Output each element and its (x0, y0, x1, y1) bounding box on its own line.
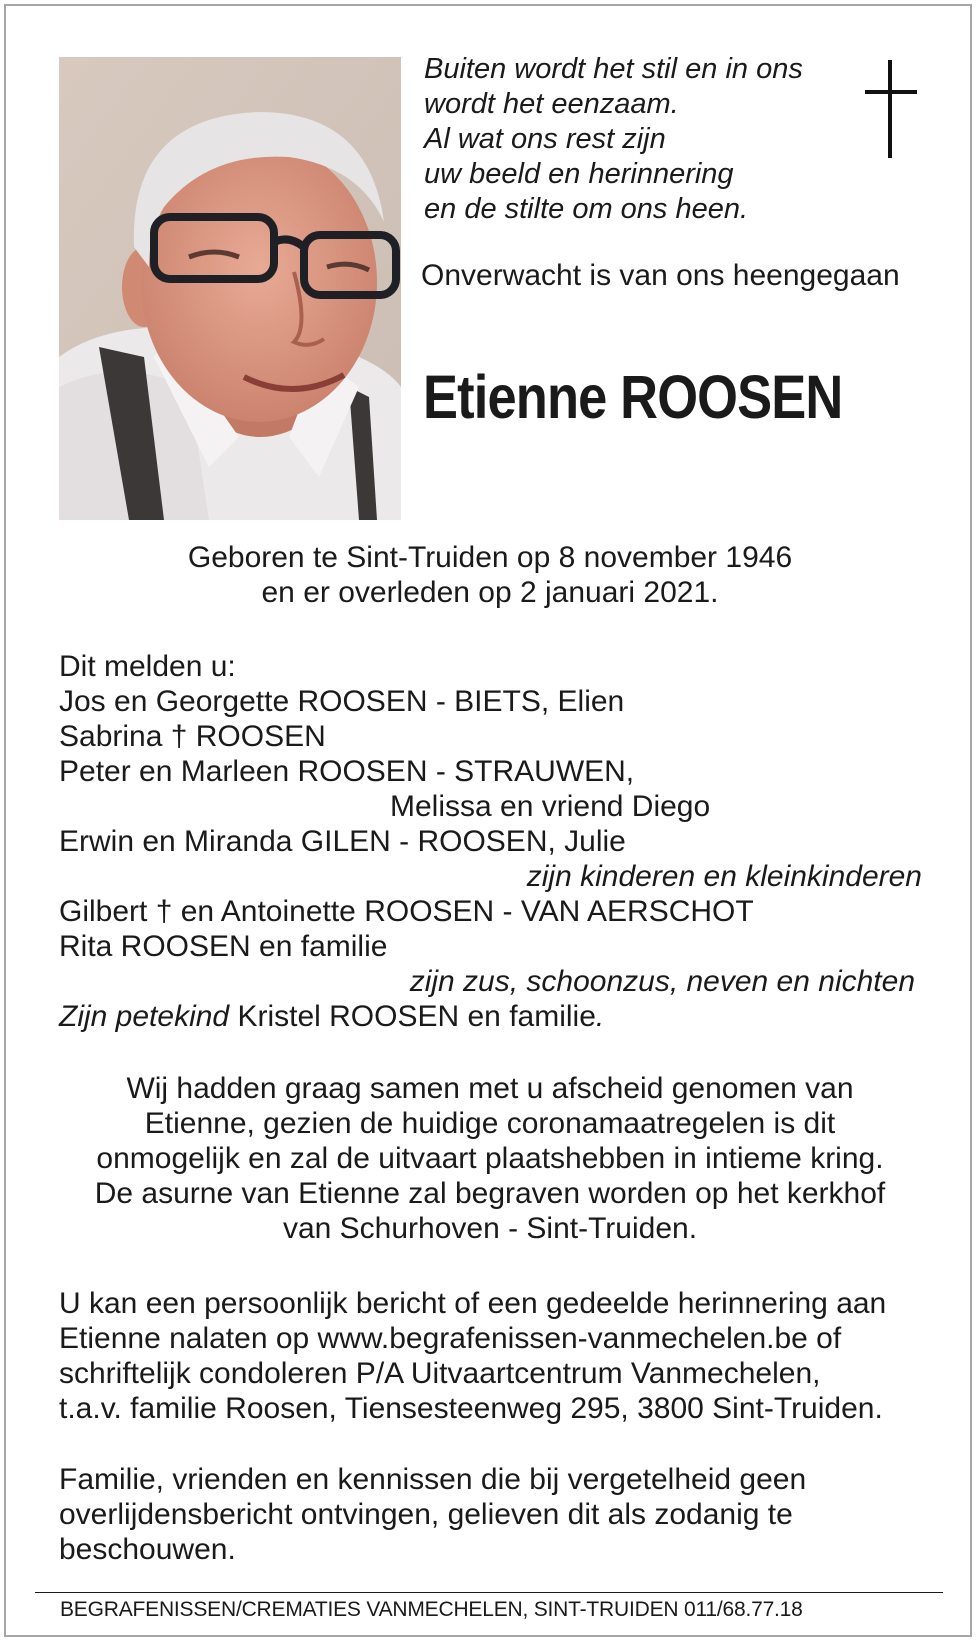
condolence-line: Etienne nalaten op www.begrafenissen-vanmechelen.be of (59, 1322, 842, 1355)
godchild-end: . (595, 1000, 605, 1033)
poem-line: en de stilte om ons heen. (424, 193, 749, 225)
poem-line: Buiten wordt het stil en in ons (424, 53, 803, 85)
family-line: Melissa en vriend Diego (390, 790, 711, 823)
godchild-label: Zijn petekind (59, 1000, 230, 1033)
notice-line: overlijdensbericht ontvingen, gelieven dit als zodanig te (59, 1498, 793, 1531)
family-line: Erwin en Miranda GILEN - ROOSEN, Julie (59, 825, 626, 858)
condolence-line: U kan een persoonlijk bericht of een gedeelde herinnering aan (59, 1287, 887, 1320)
family-line: Sabrina † ROOSEN (59, 720, 326, 753)
birth-death-info (0, 540, 980, 610)
cross-icon (863, 60, 923, 160)
poem-line: uw beeld en herinnering (424, 158, 734, 190)
funeral-home-footer: BEGRAFENISSEN/CREMATIES VANMECHELEN, SINT-TRUIDEN 011/68.77.18 (60, 1598, 803, 1621)
farewell-paragraph (0, 1071, 980, 1246)
poem (424, 52, 803, 227)
poem-line: Al wat ons rest zijn (424, 123, 666, 155)
family-line: Peter en Marleen ROOSEN - STRAUWEN, (59, 755, 635, 788)
condolence-paragraph (59, 1286, 886, 1426)
family-role: zijn kinderen en kleinkinderen (526, 860, 922, 893)
footer-divider (35, 1592, 943, 1593)
farewell-line: De asurne van Etienne zal begraven worden op het kerkhof (94, 1177, 886, 1210)
godchild-line (59, 999, 604, 1034)
family-line: Jos en Georgette ROOSEN - BIETS, Elien (59, 685, 625, 718)
poem-line: wordt het eenzaam. (424, 88, 679, 120)
death-line: en er overleden op 2 januari 2021. (261, 576, 719, 609)
godchild-name: Kristel ROOSEN en familie (229, 1000, 596, 1033)
family-heading: Dit melden u: (59, 650, 236, 683)
notice-paragraph (59, 1462, 806, 1567)
farewell-line: onmogelijk en zal de uitvaart plaatshebben in intieme kring. (96, 1142, 884, 1175)
farewell-line: Etienne, gezien de huidige coronamaatregelen is dit (144, 1107, 836, 1140)
birth-line: Geboren te Sint-Truiden op 8 november 1946 (187, 541, 793, 574)
deceased-name: Etienne ROOSEN (423, 363, 843, 431)
family-role: zijn zus, schoonzus, neven en nichten (409, 965, 915, 998)
notice-line: beschouwen. (59, 1533, 236, 1566)
intro-text: Onverwacht is van ons heengegaan (421, 259, 900, 292)
condolence-line: schriftelijk condoleren P/A Uitvaartcentrum Vanmechelen, (59, 1357, 821, 1390)
farewell-line: van Schurhoven - Sint-Truiden. (282, 1212, 698, 1245)
condolence-line: t.a.v. familie Roosen, Tiensesteenweg 295, 3800 Sint-Truiden. (59, 1392, 883, 1425)
farewell-line: Wij hadden graag samen met u afscheid genomen van (126, 1072, 854, 1105)
notice-line: Familie, vrienden en kennissen die bij vergetelheid geen (59, 1463, 807, 1496)
portrait-photo (59, 57, 401, 520)
family-line: Rita ROOSEN en familie (59, 930, 388, 963)
family-line: Gilbert † en Antoinette ROOSEN - VAN AERSCHOT (59, 895, 754, 928)
